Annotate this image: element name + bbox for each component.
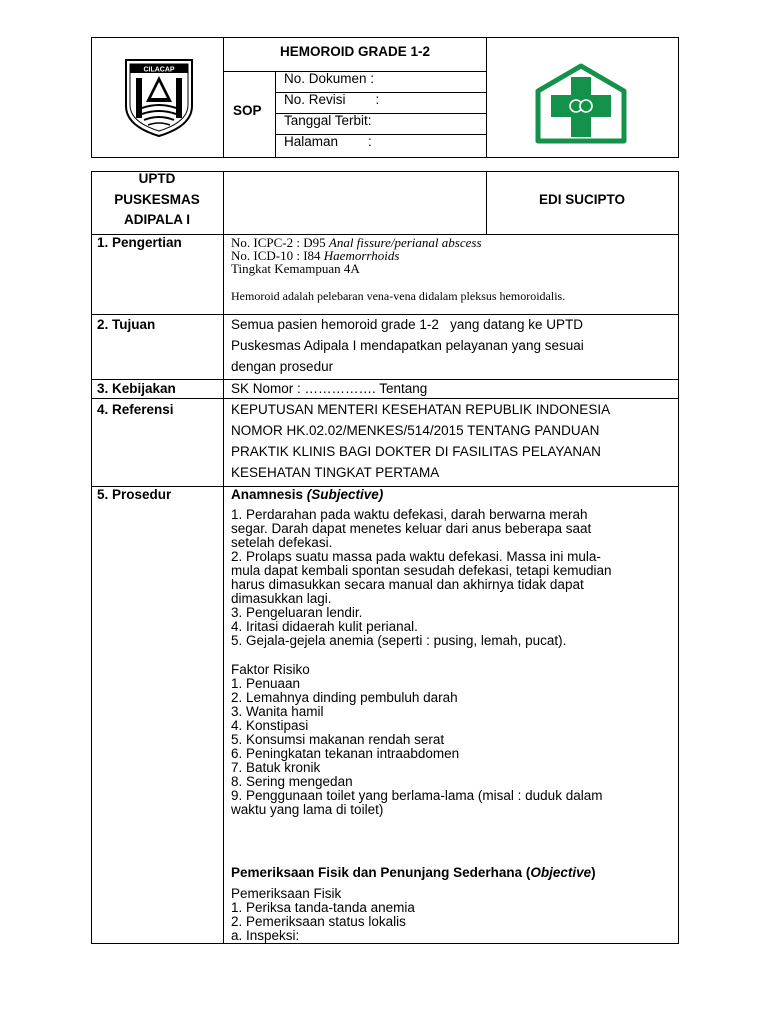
referensi-line-4: KESEHATAN TINGKAT PERTAMA	[231, 465, 440, 480]
institution-line-1: UPTD	[138, 171, 176, 186]
tujuan-line-3: dengan prosedur	[231, 359, 334, 374]
list-item: mula dapat kembali spontan sesudah defekasi, tetapi kemudian	[231, 563, 612, 578]
list-item: 4. Konstipasi	[231, 718, 309, 733]
sop-label: SOP	[233, 103, 262, 118]
list-item: 1. Penuaan	[231, 676, 301, 691]
emblem-text: CILACAP	[143, 66, 175, 74]
list-item: segar. Darah dapat menetes keluar dari anus beberapa saat	[231, 521, 592, 536]
list-item: a. Inspeksi:	[231, 928, 300, 943]
label-kebijakan: 3. Kebijakan	[97, 381, 176, 396]
list-item: 3. Wanita hamil	[231, 704, 324, 719]
list-item: 2. Lemahnya dinding pembuluh darah	[231, 690, 458, 705]
institution-line-2: PUSKESMAS	[114, 192, 200, 207]
referensi-line-2: NOMOR HK.02.02/MENKES/514/2015 TENTANG PANDUAN	[231, 423, 600, 438]
institution-line-3: ADIPALA I	[124, 212, 190, 227]
document-title: HEMOROID GRADE 1-2	[279, 44, 431, 59]
list-item: 8. Sering mengedan	[231, 774, 353, 789]
anamnesis-list	[231, 508, 612, 648]
list-item: 5. Konsumsi makanan rendah serat	[231, 732, 445, 747]
field-no-dokumen: No. Dokumen :	[284, 71, 375, 86]
label-pengertian: 1. Pengertian	[97, 235, 182, 250]
tujuan-line-2: Puskesmas Adipala I mendapatkan pelayanan yang sesuai	[231, 338, 584, 353]
list-item: setelah defekasi.	[231, 535, 333, 550]
field-tanggal-terbit: Tanggal Terbit:	[284, 113, 372, 128]
list-item: 5. Gejala-gejela anemia (seperti : pusing, lemah, pucat).	[231, 633, 567, 648]
list-item: 1. Periksa tanda-tanda anemia	[231, 900, 415, 915]
list-item: 6. Peningkatan tekanan intraabdomen	[231, 746, 460, 761]
field-halaman: Halaman :	[284, 134, 372, 149]
list-item: 3. Pengeluaran lendir.	[231, 605, 363, 620]
list-item: harus dimasukkan secara manual dan akhirnya tidak dapat	[231, 577, 584, 592]
definition-text: Hemoroid adalah pelebaran vena-vena didalam pleksus hemoroidalis.	[231, 289, 566, 303]
faktor-risiko-list	[231, 663, 602, 817]
head-name: EDI SUCIPTO	[538, 192, 626, 207]
list-item: 2. Pemeriksaan status lokalis	[231, 914, 406, 929]
referensi-line-1: KEPUTUSAN MENTERI KESEHATAN REPUBLIK INDONESIA	[231, 402, 611, 417]
icpc-code: No. ICPC-2 : D95 Anal fissure/perianal abscess	[231, 235, 482, 250]
list-item: 4. Iritasi didaerah kulit perianal.	[231, 619, 418, 634]
list-item: waktu yang lama di toilet)	[231, 802, 384, 817]
label-referensi: 4. Referensi	[97, 402, 174, 417]
kebijakan-text: SK Nomor : ……………. Tentang	[231, 381, 428, 396]
cilacap-emblem	[124, 58, 194, 138]
list-item: 2. Prolaps suatu massa pada waktu defekasi. Massa ini mula-	[231, 549, 601, 564]
tingkat-kemampuan: Tingkat Kemampuan 4A	[231, 261, 360, 276]
objective-heading: Pemeriksaan Fisik dan Penunjang Sederhana (Objective)	[231, 865, 596, 880]
icd-code: No. ICD-10 : I84 Haemorrhoids	[231, 248, 400, 263]
anamnesis-heading: Anamnesis (Subjective)	[231, 487, 384, 502]
tujuan-line-1: Semua pasien hemoroid grade 1-2 yang datang ke UPTD	[231, 317, 583, 332]
list-item: Faktor Risiko	[231, 662, 310, 677]
referensi-line-3: PRAKTIK KLINIS BAGI DOKTER DI FASILITAS PELAYANAN	[231, 444, 601, 459]
list-item: 7. Batuk kronik	[231, 760, 321, 775]
list-item: 9. Penggunaan toilet yang berlama-lama (misal : duduk dalam	[231, 788, 603, 803]
list-item: 1. Perdarahan pada waktu defekasi, darah berwarna merah	[231, 507, 588, 522]
label-prosedur: 5. Prosedur	[97, 487, 172, 502]
pemeriksaan-fisik-list	[231, 887, 415, 943]
list-item: Pemeriksaan Fisik	[231, 886, 342, 901]
label-tujuan: 2. Tujuan	[97, 317, 156, 332]
list-item: dimasukkan lagi.	[231, 591, 332, 606]
puskesmas-logo	[535, 63, 627, 145]
field-no-revisi: No. Revisi :	[284, 92, 380, 107]
